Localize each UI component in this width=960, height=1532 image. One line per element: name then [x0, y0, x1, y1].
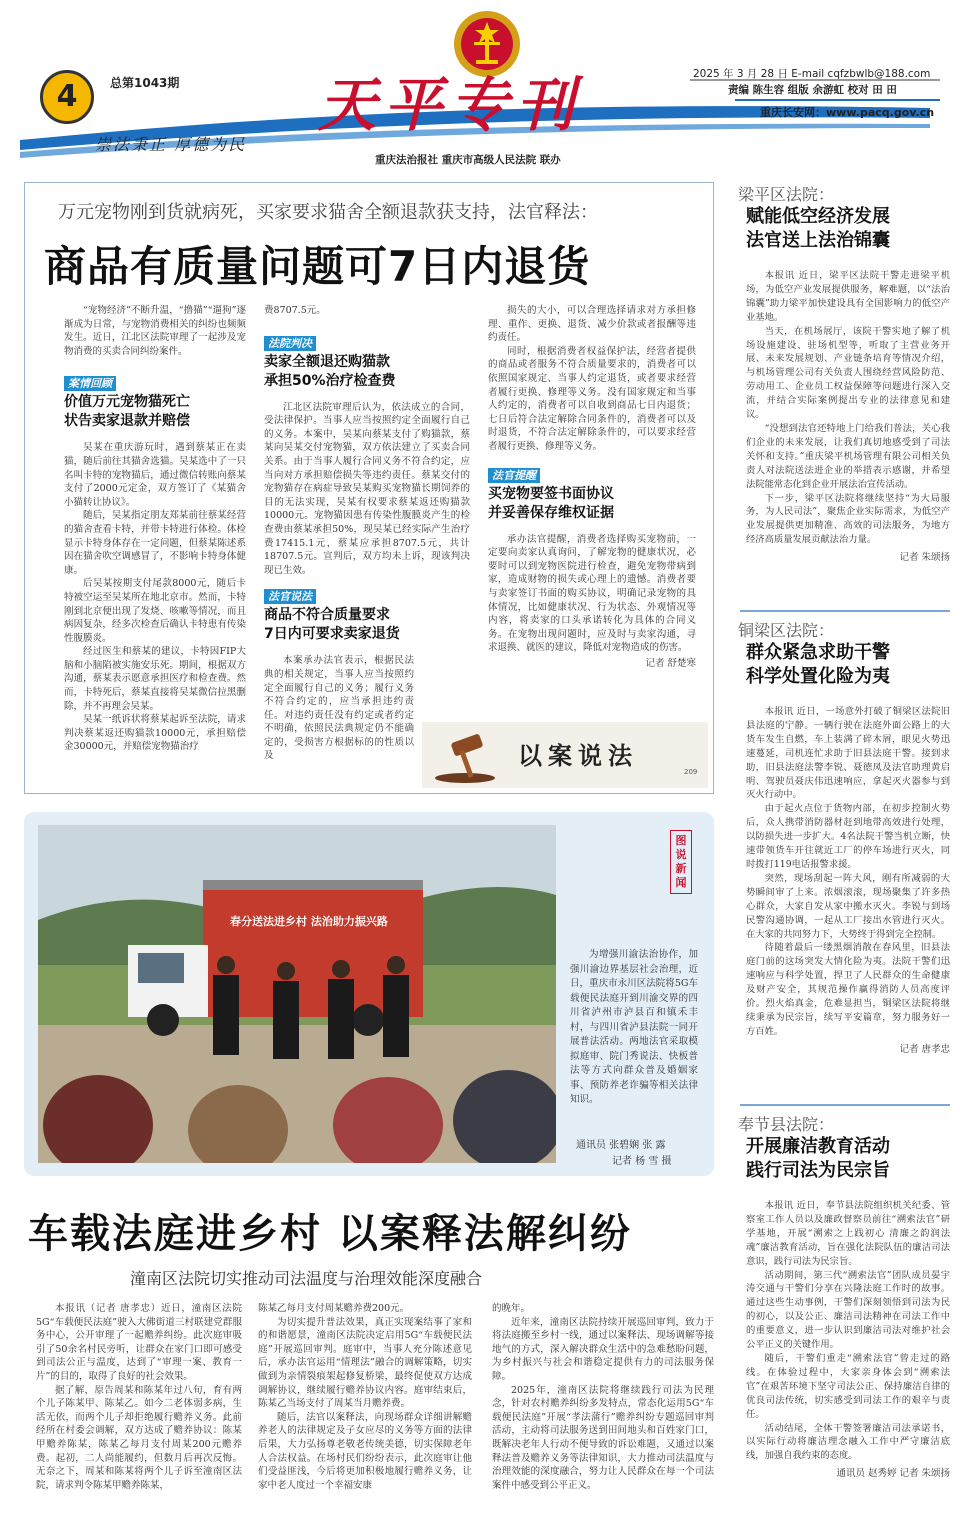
- gavel-icon: [430, 728, 500, 784]
- paragraph: 随后，法官以案释法，向现场群众详细讲解赡养老人的法律规定及子女应尽的义务等方面的法律后果，大力弘扬尊老敬老传统美德，切实保障老年人合法权益。在场村民们纷纷表示，此次庭审让他们受益匪浅，今后将更加积极地履行赡养义务，让家中老人度过一个幸福安康: [258, 1411, 472, 1491]
- bottom-col-1: [36, 1302, 242, 1492]
- paragraph: 损失的大小，可以合理选择请求对方承担修理、重作、更换、退货、减少价款或者报酬等违约责任。: [488, 305, 696, 344]
- paragraph: 陈某乙每月支付周某赡养费200元。: [258, 1303, 410, 1314]
- paragraph: 为切实提升普法效果，真正实现案结事了家和的和谐愿景，潼南区法院决定启用5G“车载便民法庭”开展巡回审判。庭审中，当事人充分陈述意见后，承办法官运用“情理法”融合的调解策略，切实做到为亲情裂痕架起修复桥梁，最终促使双方达成调解协议，继续履行赡养协议内容。庭审结束后，陈某乙当场支付了周某当月赡养费。: [258, 1316, 472, 1410]
- byline: 记者 唐孝忠: [899, 1043, 950, 1055]
- paragraph: 本案承办法官表示，根据民法典的相关规定，当事人应当按照约定全面履行自己的义务；履行义务不符合约定的，应当承担违约责任。对违约责任没有约定或者约定不明确，依照民法典规定仍不能确定的，受损害方根据标的的性质以及: [264, 655, 414, 762]
- paragraph: 本报讯 近日，梁平区法院干警走进梁平机场，为低空产业发展提供服务，解难题，以“法治锦囊”助力梁平加快建设具有全国影响力的低空产业基地。: [746, 270, 950, 323]
- sub-headline: 卖家全额退还购猫款 承担50%治疗检查费: [264, 353, 396, 389]
- main-headline: 商品有质量问题可7日内退货: [44, 242, 591, 291]
- paragraph: 近年来，潼南区法院持续开展巡回审判，致力于将法庭搬至乡村一线，通过以案释法、现场调解等接地气的方式，深入解决群众生活中的急难愁盼问题，为乡村振兴与社会和谐稳定提供有力的司法服务保障。: [492, 1316, 714, 1382]
- bottom-col-3: [492, 1302, 714, 1492]
- byline: 记者 舒楚寒: [645, 657, 696, 669]
- paragraph: 据了解，原告周某和陈某年过八旬，育有两个儿子陈某甲、陈某乙。如今二老体弱多病，生活无依，而两个儿子却拒绝履行赡养义务。此前经所在村委会调解，双方达成了赡养协议：陈某甲赡养陈某，陈某乙每月支付周某200元赡养费。起初，二人尚能履约，但数月后再次反悔。无奈之下，周某和陈某将两个儿子诉至潼南区法院，请求判令陈某甲赡养陈某，: [36, 1384, 242, 1491]
- section-tag: 法官提醒: [488, 468, 540, 483]
- main-col1-body: [64, 441, 246, 754]
- paragraph: 同时，根据消费者权益保护法，经营者提供的商品或者服务不符合质量要求的，消费者可以依照国家规定、当事人约定退货，或者要求经营者履行更换、修理等义务。没有国家规定和当事人约定的，消费者可以自收到商品七日内退货；七日后符合法定解除合同条件的，消费者可以及时退货，不符合法定解除条件的，可以要求经营者履行更换、修理等义务。: [488, 345, 696, 452]
- news-photo: [38, 825, 556, 1163]
- divider: [740, 1104, 950, 1106]
- main-col-1: [64, 304, 246, 754]
- photo-caption: 为增强川渝法治协作，加强川渝边界基层社会治理，近日，重庆市永川区法院将5G车载便民法庭开到川渝交界的四川省泸州市泸县百和镇禾丰村，与四川省泸县法院一同开展普法活动。两地法官采取模拟庭审、院门秀说法、快板普法等方式向群众普及婚姻家事、预防养老诈骗等相关法律知识。: [570, 949, 698, 1105]
- paragraph: 承办法官提醒，消费者选择购买宠物前，一定要向卖家认真询问，了解宠物的健康状况，必要时可以到宠物医院进行检查，避免宠物带病到家，造成财物的损失或心理上的遗憾。消费者要与卖家签订书面的购买协议，明确记录宠物的具体情况，比如健康状况、行为状态、外观情况等内容，将卖家的口头承诺转化为具体的合同义务。在宠物出现问题时，应及时与卖家沟通，寻求退换、就医的建议，降低对宠物造成的伤害。: [488, 533, 696, 654]
- sub-headline: 价值万元宠物猫死亡 状告卖家退款并赔偿: [64, 394, 190, 430]
- paragraph: 2025年，潼南区法院将继续践行司法为民理念，针对农村赡养纠纷多发特点，常态化运用5G“车载便民法庭”开展“孝法蒲行”赡养纠纷专题巡回审判活动，主动将司法服务送到田间地头和百姓家门口，既解决老年人行动不便导致的诉讼难题，又通过以案释法普及赡养义务等法律知识，大力推动司法温度与治理效能的深度融合，努力让人民群众在每一个司法案件中感受到公平正义。: [492, 1384, 714, 1491]
- case-banner: [422, 722, 708, 788]
- issue-number: 总第1043期: [110, 76, 180, 90]
- news-photo-illustration: [38, 825, 556, 1163]
- section-tag: 法院判决: [264, 336, 316, 351]
- case-banner-text: 以案说法: [518, 741, 638, 770]
- main-col-2: [264, 304, 470, 763]
- court-name: 奉节县法院：: [738, 1115, 835, 1134]
- paragraph: 突然，现场刮起一阵大风，刚有所减弱的大势瞬间审了上来。浓烟滚滚，现场聚集了许多热心群众，大家自发从家中搬水灭火。李锐与到场民警沟通协调，一起从工厂接出水管进行灭火。在大家的共同努力下，大势终于得到完全控制。: [746, 872, 950, 940]
- right-story-1: [738, 182, 950, 563]
- paragraph: 活动期间，第三代“溯索法官”团队成员晏宇涛交通与干警们分享在兴隆法庭工作时的故事。通过这些生动事例，干警们深刻领悟到司法为民的初心，以及公正、廉洁司法精神在司法工作中的重要意义，进一步认识到廉洁司法对维护社会公平正义的关键作用。: [746, 1269, 950, 1351]
- paragraph: 由于起火点位于货物内部，在初步控制火势后，众人携带消防器材赶到地带高效进行处理，以防损失进一步扩大。4名法院干警当机立断，快速带领货车开往就近工厂的停车场进行灭火，同时拨打119电话报警求援。: [746, 803, 950, 870]
- right-story-3: [738, 1112, 950, 1479]
- paragraph: 本报讯 近日，奉节县法院组织机关纪委、管察室工作人员以及廉政督察员前往“溯索法官”研学基地，开展“溯索之上践初心 清廉之韵润法魂”廉洁教育活动，旨在强化法院队伍的廉洁司法意识，践行司法为民宗旨。: [746, 1200, 950, 1267]
- bottom-headline: 车载法庭进乡村 以案释法解纠纷: [28, 1211, 632, 1257]
- paragraph: 吴某一纸诉状将蔡某起诉至法院，请求判决蔡某返还购猫款10000元，承担赔偿金30000元，并赔偿宠物猫治疗: [64, 714, 246, 753]
- page-number-badge: 4: [40, 70, 94, 124]
- court-name: 梁平区法院：: [738, 185, 835, 204]
- section-tag: 案情回顾: [64, 376, 116, 391]
- publishers-line: 重庆法治报社 重庆市高级人民法院 联办: [375, 154, 561, 166]
- case-banner-number: 209: [684, 768, 698, 776]
- masthead: [0, 0, 960, 175]
- paragraph: 经过医生和蔡某的建议，卡特因FIP大脑和小脑陷被实施安乐死。期间，根据双方沟通，蔡某表示愿意承担医疗和检查费。然而，卡特死后，蔡某直接将吴某微信拉黑删除，并不再理会吴某。: [64, 646, 246, 712]
- paragraph: “没想到法官还特地上门给我们普法，关心我们企业的未来发展，让我们真切地感受到了司法关怀和支持。”重庆梁平机场管理有限公司相关负责人对法院送法进企业的举措表示感谢，并希望法院能常态化到企业开展法治宣传活动。: [746, 422, 950, 490]
- publication-title: 天平专刊: [318, 71, 583, 139]
- section-tag: 法官说法: [264, 589, 316, 604]
- paragraph: 吴某在重庆游玩时，遇到蔡某正在卖猫，随后前往其猫舍选猫。吴某选中了一只名叫卡特的宠物猫后，通过微信转账向蔡某支付了2000元定金，双方签订了《某猫舍小猫转让协议》。: [64, 442, 246, 508]
- bottom-col-2: [258, 1302, 472, 1492]
- paragraph: 费8707.5元。: [264, 305, 326, 316]
- court-name: 铜梁区法院：: [738, 621, 835, 640]
- paragraph: 当天，在机场展厅，该院干警实地了解了机场设施建设、驻场机型等，听取了主营业务开展、未来发展规划、产业链条培育等情况介绍，与机场管理公司有关负责人围绕经营风险防范、劳动用工、企业员工权益保障等问题进行深入交流，并结合实际案例提出专业的法律意见和建议。: [746, 325, 950, 421]
- paragraph: 江北区法院审理后认为，依法成立的合同，受法律保护。当事人应当按照约定全面履行自己的义务。本案中，吴某向蔡某支付了购猫款，蔡某向吴某交付宠物猫，双方依法建立了买卖合同关系。由于当事人履行合同义务不符合约定，应当向对方承担赔偿损失等违约责任。蔡某交付的宠物猫存在病症导致吴某购买宠物猫长期饲养的目的无法实现，吴某有权要求蔡某返还购猫款10000元。宠物猫因患有传染性腹膜炎产生的检查费由蔡某承担50%，现吴某已经实际产生治疗费17415.1元，蔡某应承担8707.5元，共计18707.5元。宣判后，双方均未上诉，现该判决现已生效。: [264, 401, 470, 576]
- photo-credit: 记者 杨 雪 摄: [612, 1156, 672, 1167]
- byline: 记者 朱颂扬: [899, 552, 950, 564]
- paragraph: 本报讯 近日，一场意外打破了铜梁区法院旧县法庭的宁静。一辆行驶在法庭外面公路上的大货车发生自燃，车上装满了碎木屑，眼见火势迅速蔓延，司机连忙求助于旧县法庭干警。接到求助，旧县法庭法警李锐、聂徳凤及法官助理黄启明、驾驶员聂庆伟迅速响应，拿起灭火器参与到灭火行动中。: [746, 706, 950, 801]
- divider: [740, 610, 950, 612]
- photo-credit: 通讯员 张碧娴 张 露: [576, 1140, 666, 1151]
- sub-headline: 商品不符合质量要求 7日内可要求卖家退货: [264, 607, 400, 643]
- masthead-slogan: 崇法秉正 厚德为民: [95, 135, 247, 154]
- main-intro: “宠物经济”不断升温，“撸猫”“遛狗”逐渐成为日常，与宠物消费相关的纠纷也频频发生。近日，江北区法院审理了一起涉及宠物消费的买卖合同纠纷案件。: [64, 305, 246, 357]
- paragraph: 活动结尾，全体干警签署廉洁司法承诺书，以实际行动将廉洁理念融入工作中严守廉洁底线，加强自我约束的态度。: [746, 1422, 950, 1462]
- paragraph: 的晚年。: [492, 1303, 531, 1314]
- story-headline: 群众紧急求助干警 科学处置化险为夷: [746, 642, 890, 687]
- paragraph: 随后，吴某指定朋友郑某前往蔡某经营的猫舍查看卡特，并带卡特进行体检。体检显示卡特身体存在一定问题，但蔡某陈述系因在猫舍吹空调感冒了，不影响卡特身体健康。: [64, 510, 246, 576]
- photo-news-label: 图说新闻: [670, 830, 692, 894]
- paragraph: 待随着最后一缕黑烟消散在春风里，旧县法庭门前的这场突发大情化险为夷。法院干警们迅速响应与科学处置，捍卫了人民群众的生命健康及财产安全，其规范操作赢得消防人员高度评价。烈火焰真金，危难显担当，铜梁区法院将继续秉承为民宗旨，续写平安篇章，努力服务好一方百姓。: [746, 942, 950, 1037]
- main-kicker: 万元宠物刚到货就病死，买家要求猫舍全额退款获支持，法官释法：: [58, 202, 598, 223]
- byline: 通讯员 赵秀婷 记者 朱颂扬: [836, 1468, 950, 1480]
- story-headline: 开展廉洁教育活动 践行司法为民宗旨: [746, 1136, 890, 1181]
- paragraph: 随后，干警们重走“溯索法官”曾走过的路线。在体验过程中，大家亲身体会到“溯索法官”在艰苦环境下坚守司法公正、保持廉洁自律的优良司法传统，切实感受到司法工作的艰辛与责任。: [746, 1352, 950, 1420]
- date-email-line: 2025 年 3 月 28 日 E-mail cqfzbwlb@188.com: [693, 68, 931, 80]
- paragraph: 下一步，梁平区法院将继续坚持“为大局服务，为人民司法”，聚焦企业实际需求，为低空产业发展提供更加精准、高效的司法服务，为地方经济高质量发展贡献法治力量。: [746, 492, 950, 546]
- sub-headline: 买宠物要签书面协议 并妥善保存维权证据: [488, 485, 614, 521]
- paragraph: 本报讯（记者 唐孝忠）近日，潼南区法院5G“车载便民法庭”驶入大佛街道三村联建党群服务中心，公开审理了一起赡养纠纷。此次庭审吸引了50余名村民旁听，让群众在家门口即可感受到司法公正与温度，达到了“审理一案、教育一片”的目的，取得了良好的社会效果。: [36, 1303, 242, 1382]
- website-line: 重庆长安网：www.pacq.gov.cn: [760, 106, 935, 119]
- bottom-subheadline: 潼南区法院切实推动司法温度与治理效能深度融合: [130, 1269, 483, 1288]
- main-col-3: [488, 304, 696, 669]
- story-headline: 赋能低空经济发展 法官送上法治锦囊: [746, 206, 890, 251]
- van-banner-text: 春分送法进乡村 法治助力振兴路: [230, 915, 388, 928]
- editors-line: 责编 陈生容 组版 余游虹 校对 田 田: [728, 84, 897, 96]
- right-story-2: [738, 618, 950, 1055]
- paragraph: 后吴某按期支付尾款8000元，随后卡特被空运至吴某所在地北京市。然而，卡特刚到北京便出现了发烧、咳嗽等情况，而且病因复杂，经多次检查后确认卡特患有传染性腹膜炎。: [64, 578, 246, 644]
